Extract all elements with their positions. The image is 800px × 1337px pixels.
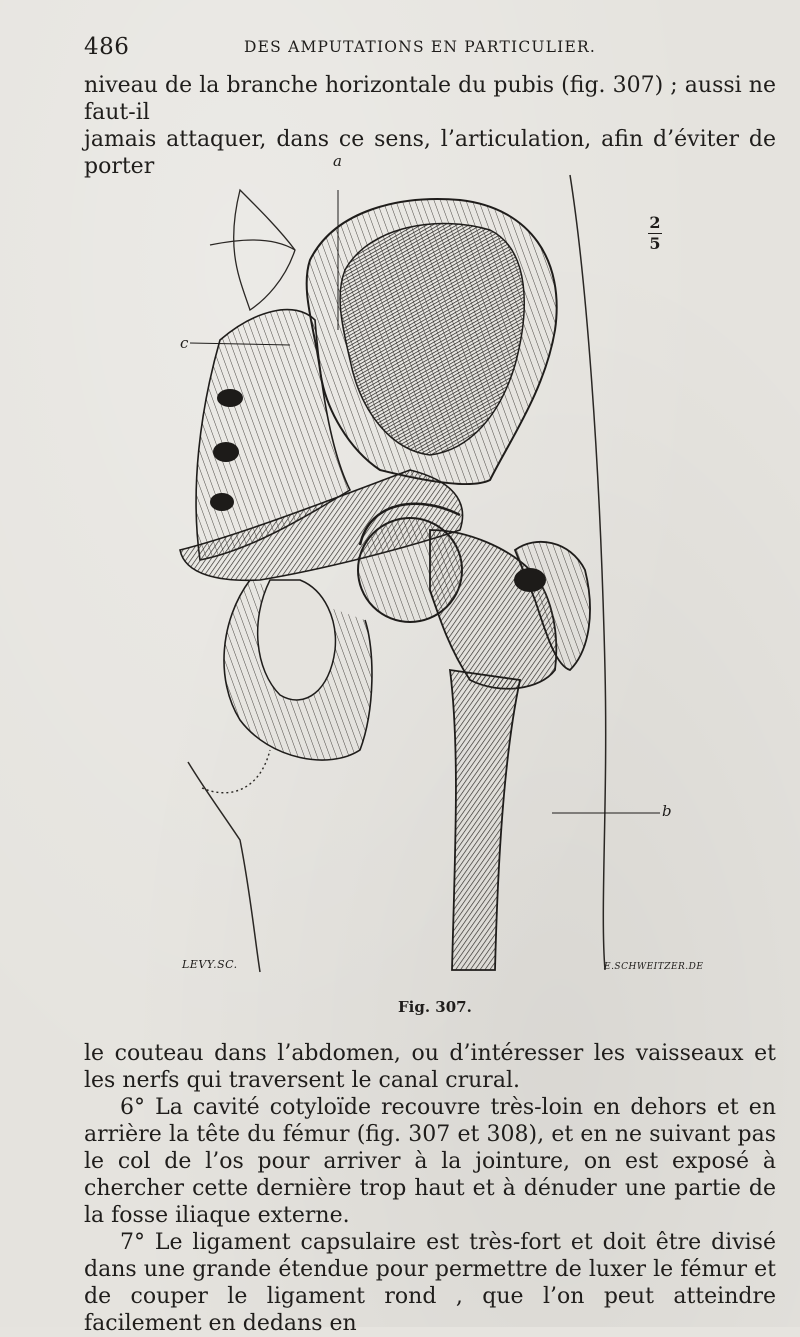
figure-caption: Fig. 307. [398, 998, 472, 1016]
obturator-foramen [258, 580, 336, 700]
trochanteric-fossa [514, 568, 546, 592]
paragraph-6: 6° La cavité cotyloïde recouvre très-loin en dehors et en arrière la tête du fémur (fig. 307 et 308), et en ne suivant pas le col de l’os pour arriver à la jointure, on est exposé à chercher cette dernière trop haut et à dénuder une partie de la fosse iliaque externe. [84, 1095, 776, 1228]
scale-denominator: 5 [649, 234, 661, 253]
hip-bone-illustration [160, 150, 680, 980]
page-header [84, 34, 774, 60]
spinous-process [210, 240, 295, 250]
label-c: c [180, 334, 189, 352]
scale-numerator: 2 [649, 213, 661, 232]
paragraph-7: 7° Le ligament capsulaire est très-fort et doit être divisé dans une grande étendue pour permettre de luxer le fémur et de couper le ligament rond , que l’on peut atteindre facilement en dedans en [84, 1230, 776, 1336]
artist-credit: E.SCHWEITZER.DE [604, 962, 704, 972]
body-outline-left [188, 762, 260, 972]
sacral-foramen-1 [217, 389, 243, 407]
scale-fraction [648, 214, 662, 253]
running-title: DES AMPUTATIONS EN PARTICULIER. [244, 38, 596, 56]
femoral-shaft [450, 670, 520, 970]
incision-dotted-line [202, 750, 270, 793]
top-line-1: niveau de la branche horizontale du pubis (fig. 307) ; aussi ne faut-il [84, 73, 776, 125]
page-number: 486 [84, 34, 130, 60]
sacral-foramen-2 [213, 442, 239, 462]
bottom-paragraphs [84, 1040, 776, 1337]
engraver-credit: LEVY.SC. [182, 958, 238, 971]
top-line-2: jamais attaquer, dans ce sens, l’articulation, afin d’éviter de porter [84, 127, 776, 179]
paragraph-continuation: le couteau dans l’abdomen, ou d’intéresser les vaisseaux et les nerfs qui traversent le canal crural. [84, 1041, 776, 1093]
lumbar-vertebra [234, 190, 295, 310]
label-a: a [333, 152, 342, 170]
sacral-foramen-3 [210, 493, 234, 511]
label-b: b [662, 802, 672, 820]
